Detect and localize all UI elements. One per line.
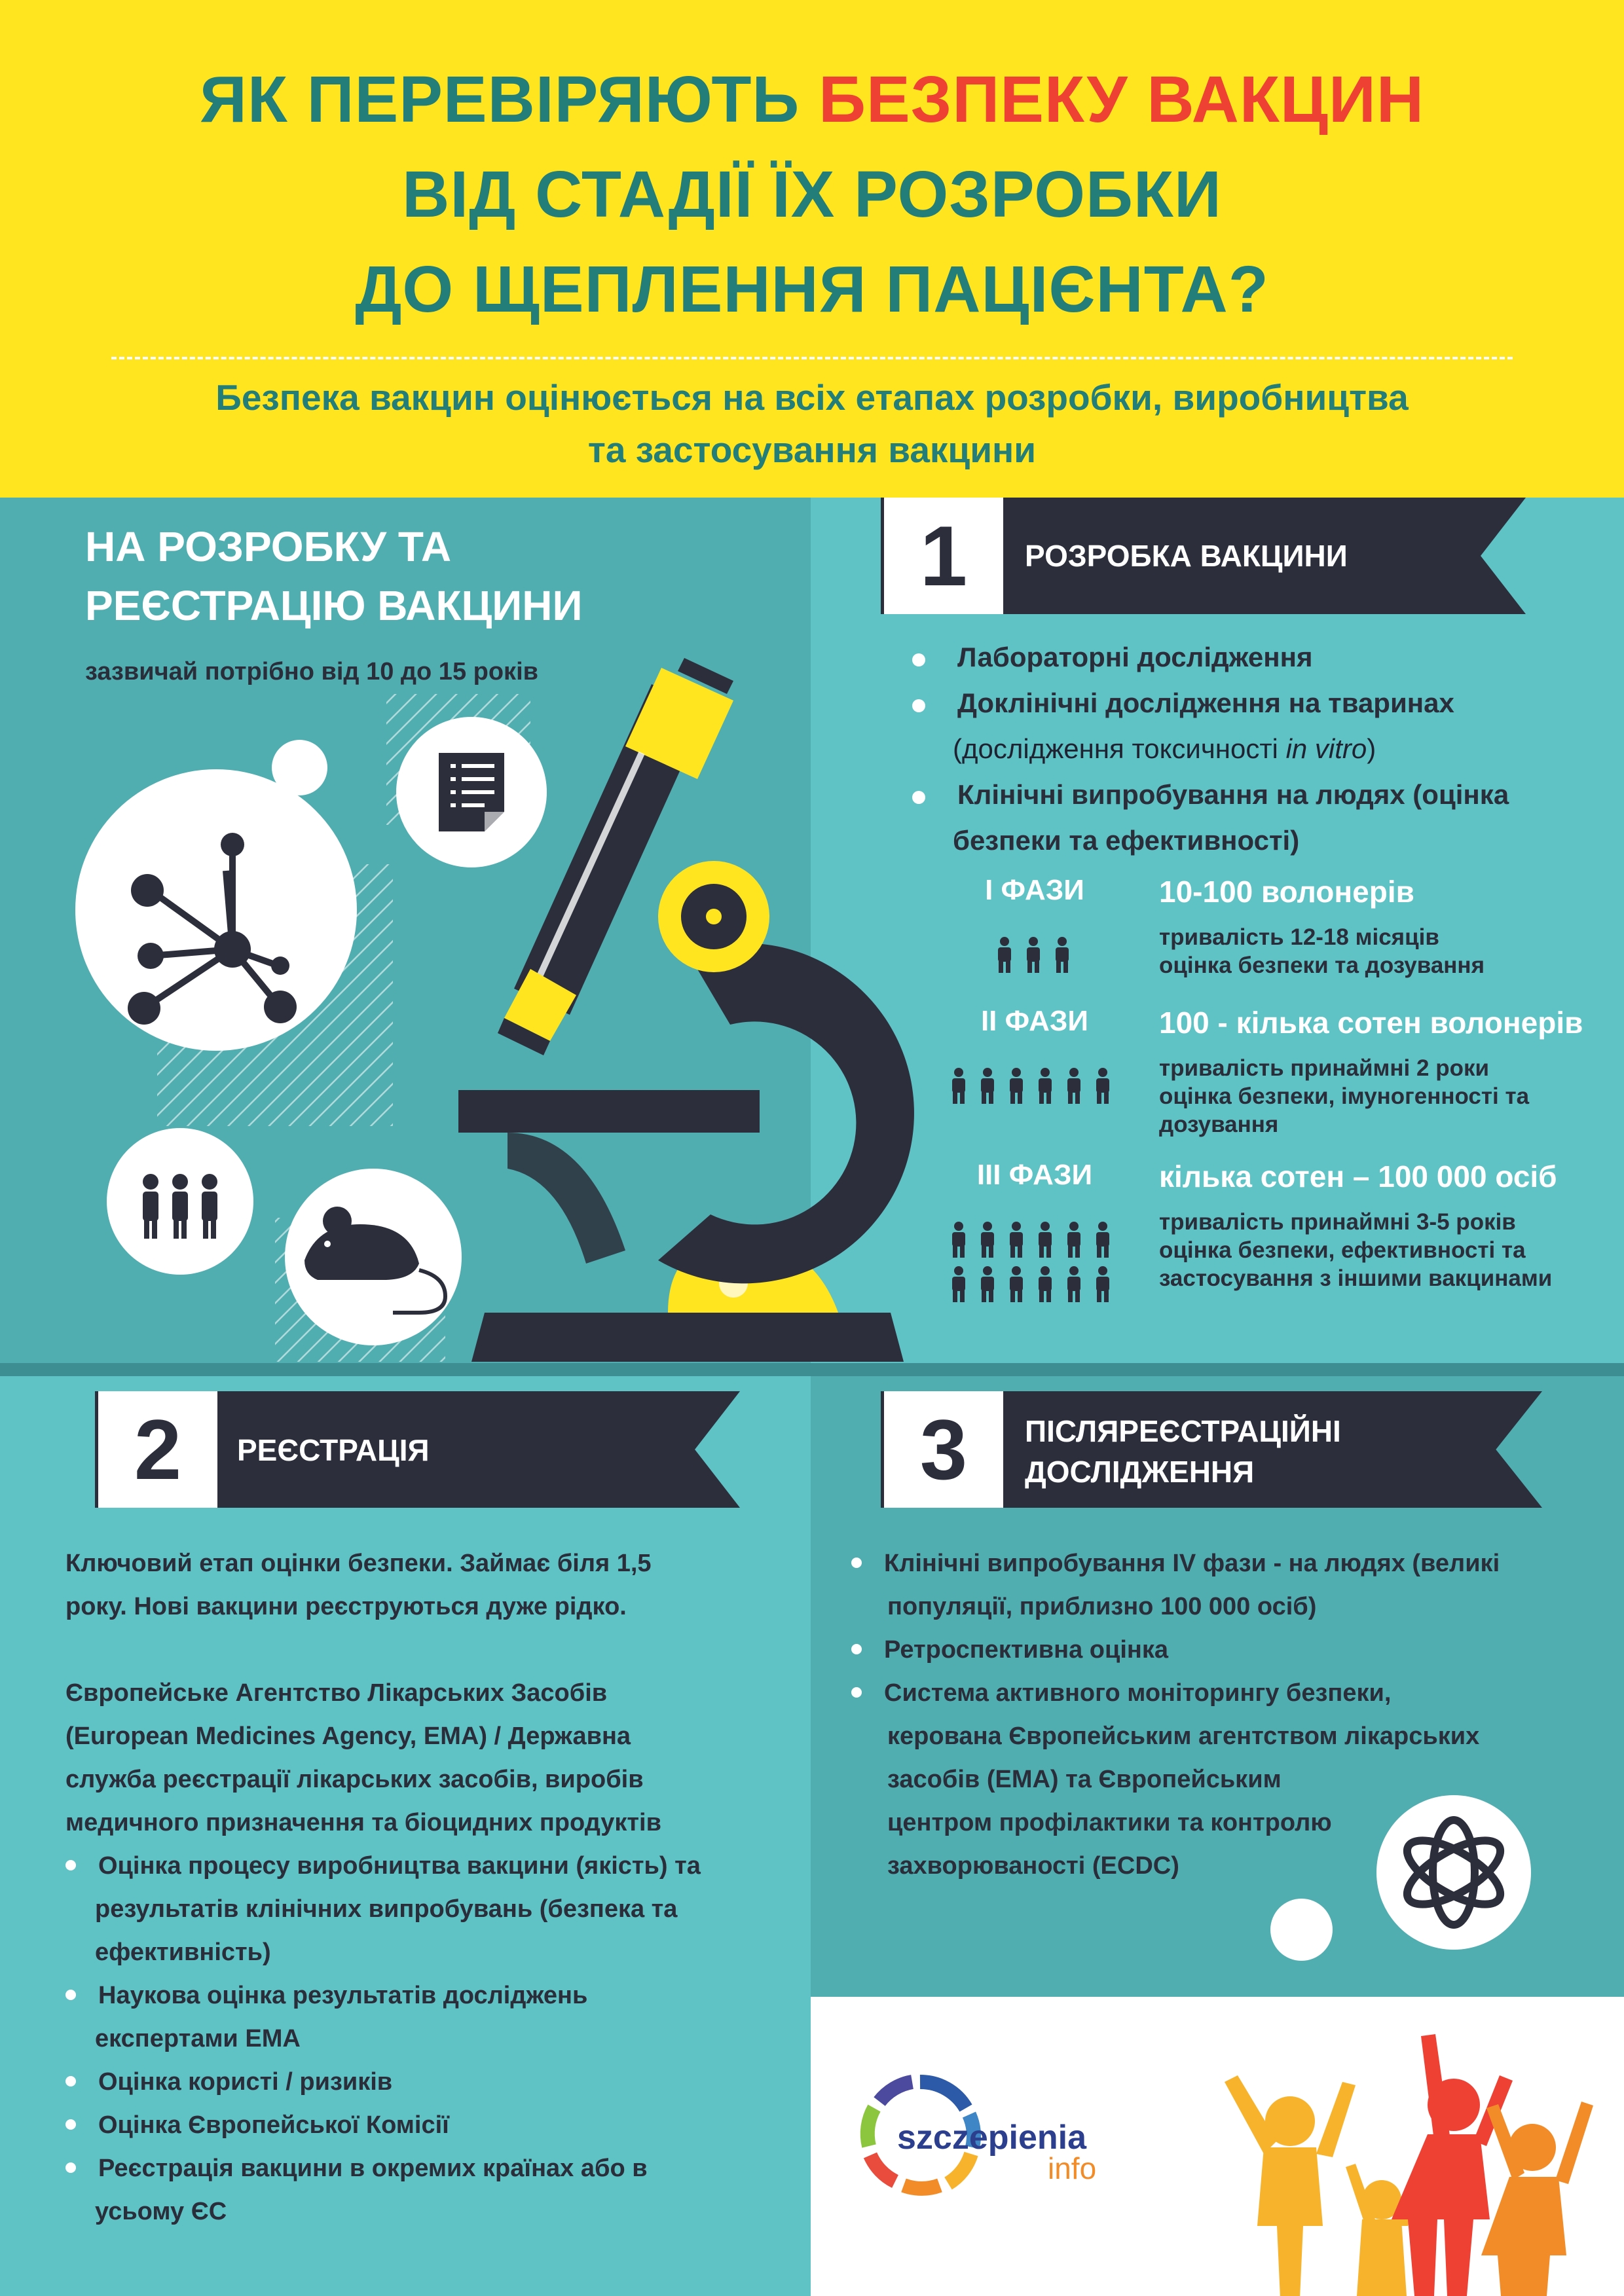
microscope-illustration [445,655,930,1375]
bullet-dot [65,1990,76,2000]
mouse-icon [282,1165,465,1349]
phase-description-line: дозування [1159,1112,1279,1137]
person-icon [948,1221,969,1258]
person-icon [1006,1266,1027,1302]
step2-bullet-line: експертами ЕМА [95,2025,301,2052]
step2-bullet-line: Оцінка користі / ризиків [98,2068,393,2096]
bullet-dot [65,2076,76,2086]
header-divider [111,357,1513,359]
step1-number: 1 [884,498,1003,614]
step1-bullet-1: Лабораторні дослідження [957,642,1313,672]
person-icon [1035,1067,1056,1104]
children-illustration [1211,2023,1617,2296]
step3-bullet-line: керована Європейським агентством лікарських [887,1722,1480,1750]
step2-bullet-line: Реєстрація вакцини в окремих країнах або в [98,2155,648,2182]
phase-description-line: застосування з іншими вакцинами [1159,1266,1553,1291]
logo-word-2: info [1048,2151,1097,2185]
dev-heading: НА РОЗРОБКУ ТА РЕЄСТРАЦІЮ ВАКЦИНИ [85,523,583,629]
person-icon [1092,1266,1113,1302]
bullet-dot [65,2162,76,2173]
step2-bullet-line: Оцінка Європейської Комісії [98,2111,449,2139]
person-icon [1035,1221,1056,1258]
bullet-dot [912,699,925,712]
person-icon [1006,1067,1027,1104]
step1-title: РОЗРОБКА ВАКЦИНИ [1025,539,1348,573]
person-icon [1092,1067,1113,1104]
step2-agency-line: медичного призначення та біоцидних продуктів [65,1809,661,1836]
subtitle-line-2: та застосування вакцини [587,429,1037,470]
phase-value: 100 - кілька сотен волонерів [1159,1006,1583,1040]
phase-description-line: тривалість принаймні 3-5 років [1159,1209,1516,1235]
decor-circle [1270,1899,1333,1961]
step2-intro-line: Ключовий етап оцінки безпеки. Займає біля 1,5 [65,1550,652,1577]
phase-label: І ФАЗИ [985,874,1084,906]
step3-title: ПІСЛЯРЕЄСТРАЦІЙНІ ДОСЛІДЖЕННЯ [1025,1414,1341,1489]
phase-description-line: тривалість 12-18 місяців [1159,924,1439,950]
step2-agency-line: служба реєстрації лікарських засобів, виробів [65,1766,644,1793]
phase-label: ІІ ФАЗИ [980,1005,1089,1037]
step2-bullet-line: Оцінка процесу виробництва вакцини (якість) та [98,1852,701,1880]
molecule-icon [72,766,360,1054]
phase-description [1159,1208,1552,1292]
phase-description [1159,923,1485,979]
step3-bullet-line: Ретроспективна оцінка [884,1636,1169,1664]
person-icon [1063,1221,1084,1258]
person-icon [1023,936,1044,973]
bullet-dot [65,1860,76,1870]
title-line-1 [0,62,1624,137]
person-icon [1035,1266,1056,1302]
phase-description-line: оцінка безпеки та дозування [1159,953,1485,978]
person-icon [948,1266,969,1302]
step3-number: 3 [884,1391,1003,1508]
step2-bullet-line: Наукова оцінка результатів досліджень [98,1982,588,2009]
people-icon [105,1126,255,1277]
step1-bullet-3a: Клінічні випробування на людях (оцінка [957,779,1509,810]
step3-bullet-line: Система активного моніторингу безпеки, [884,1679,1392,1707]
dev-subheading: зазвичай потрібно від 10 до 15 років [85,658,538,685]
step3-bullet-line: засобів (ЕМА) та Європейським [887,1766,1282,1793]
person-icon [1006,1221,1027,1258]
step3-bullet-line: популяції, приблизно 100 000 осіб) [887,1593,1317,1620]
step2-agency-line: (European Medicines Agency, EMA) / Державна [65,1722,631,1750]
step2-agency-line: Європейське Агентство Лікарських Засобів [65,1679,608,1707]
step1-bullet-2a: Доклінічні дослідження на тваринах [957,687,1454,718]
phase-value: 10-100 волонерів [1159,875,1414,909]
step2-number: 2 [98,1391,217,1508]
bullet-dot [912,653,925,666]
person-icon [977,1266,998,1302]
step3-bullet-line: захворюваності (ECDC) [887,1852,1179,1880]
step2-bullet-line: усьому ЄС [95,2198,227,2225]
title-line-3: ДО ЩЕПЛЕННЯ ПАЦІЄНТА? [355,253,1269,326]
phase-description-line: тривалість принаймні 2 роки [1159,1055,1489,1081]
bullet-dot [65,2119,76,2130]
person-icon [977,1221,998,1258]
atom-icon [1375,1794,1532,1951]
logo-word-1: szczepienia [897,2119,1087,2157]
phase-value: кілька сотен – 100 000 осіб [1159,1159,1557,1194]
phase-description-line: оцінка безпеки, імуногенності та [1159,1084,1530,1109]
step2-title: РЕЄСТРАЦІЯ [237,1433,430,1467]
step2-intro-line: року. Нові вакцини реєструються дуже рідко. [65,1593,627,1620]
header [0,0,1624,498]
phase-description [1159,1054,1529,1139]
phase-label: ІІІ ФАЗИ [976,1159,1093,1191]
step2-bullet-line: ефективність) [95,1939,271,1966]
step1-bullet-3b: безпеки та ефективності) [953,825,1300,856]
section-divider [0,1363,1624,1376]
step2-bullet-line: результатів клінічних випробувань (безпека та [95,1895,678,1923]
bullet-dot [851,1687,862,1698]
bullet-dot [851,1644,862,1654]
person-icon [1063,1266,1084,1302]
title-text: ЯК ПЕРЕВІРЯЮТЬ [199,63,819,136]
title-line-2: ВІД СТАДІЇ ЇХ РОЗРОБКИ [402,158,1222,231]
person-icon [948,1067,969,1104]
person-icon [1092,1221,1113,1258]
step3-bullet-line: Клінічні випробування IV фази - на людях (великі [884,1550,1500,1577]
person-icon [1063,1067,1084,1104]
step3-bullet-line: центром профілактики та контролю [887,1809,1332,1836]
subtitle-line-1: Безпека вакцин оцінюється на всіх етапах розробки, виробництва [215,377,1409,418]
phase-description-line: оцінка безпеки, ефективності та [1159,1237,1526,1263]
person-icon [994,936,1015,973]
person-icon [1052,936,1073,973]
person-icon [977,1067,998,1104]
bullet-dot [912,791,925,804]
bullet-dot [851,1558,862,1568]
step1-bullet-2b: (дослідження токсичності in vitro) [953,733,1376,764]
title-highlight: БЕЗПЕКУ ВАКЦИН [819,63,1425,136]
